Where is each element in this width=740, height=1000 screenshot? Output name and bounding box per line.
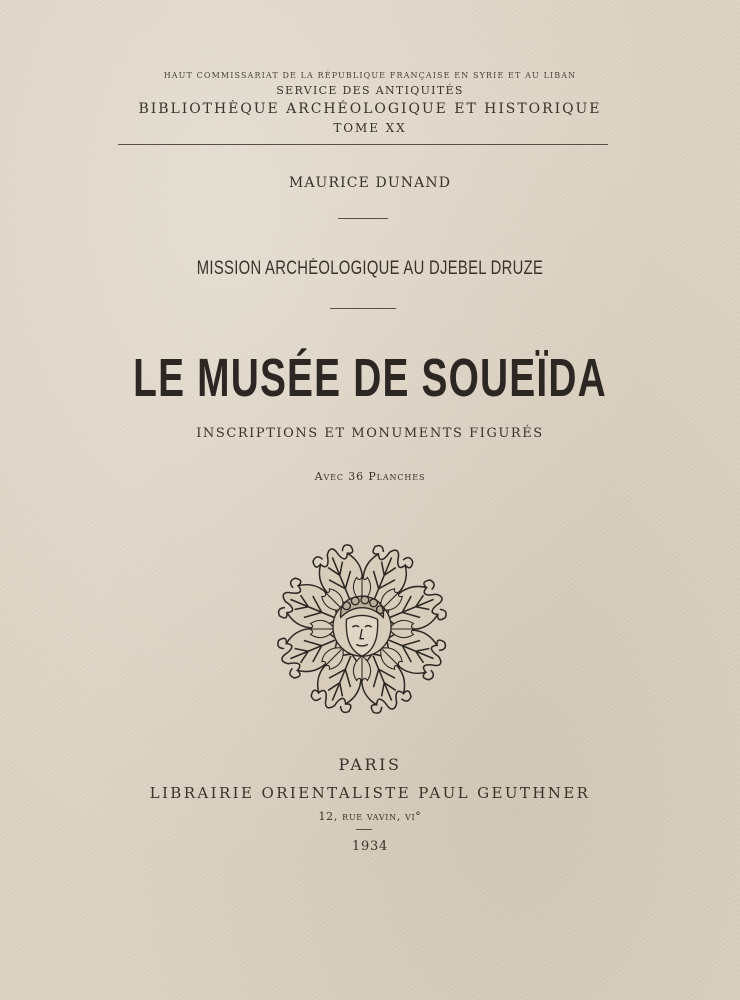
publisher-name: LIBRAIRIE ORIENTALISTE PAUL GEUTHNER <box>149 784 591 802</box>
plates-note: Avec 36 Planches <box>314 470 426 483</box>
divider-short <box>338 218 388 219</box>
divider-short <box>356 829 372 830</box>
rosette-mask-ornament-icon <box>265 537 459 721</box>
divider-short <box>330 308 396 309</box>
publication-year: 1934 <box>351 839 389 854</box>
publication-city: PARIS <box>338 755 402 774</box>
book-subtitle: INSCRIPTIONS ET MONUMENTS FIGURÉS <box>196 426 544 441</box>
mission-title: MISSION ARCHÉOLOGIQUE AU DJEBEL DRUZE <box>196 258 544 279</box>
header-line-1: HAUT COMMISSARIAT DE LA RÉPUBLIQUE FRANÇAISE EN SYRIE ET AU LIBAN <box>163 71 577 80</box>
series-title: BIBLIOTHÈQUE ARCHÉOLOGIQUE ET HISTORIQUE <box>138 101 602 117</box>
header-divider <box>118 144 608 145</box>
author-name: MAURICE DUNAND <box>288 175 452 191</box>
publisher-address: 12, rue vavin, vi° <box>318 810 422 823</box>
book-title: LE MUSÉE DE SOUEÏDA <box>133 348 607 408</box>
volume-number: TOME XX <box>333 121 407 135</box>
header-line-2: SERVICE DES ANTIQUITÉS <box>276 84 464 97</box>
